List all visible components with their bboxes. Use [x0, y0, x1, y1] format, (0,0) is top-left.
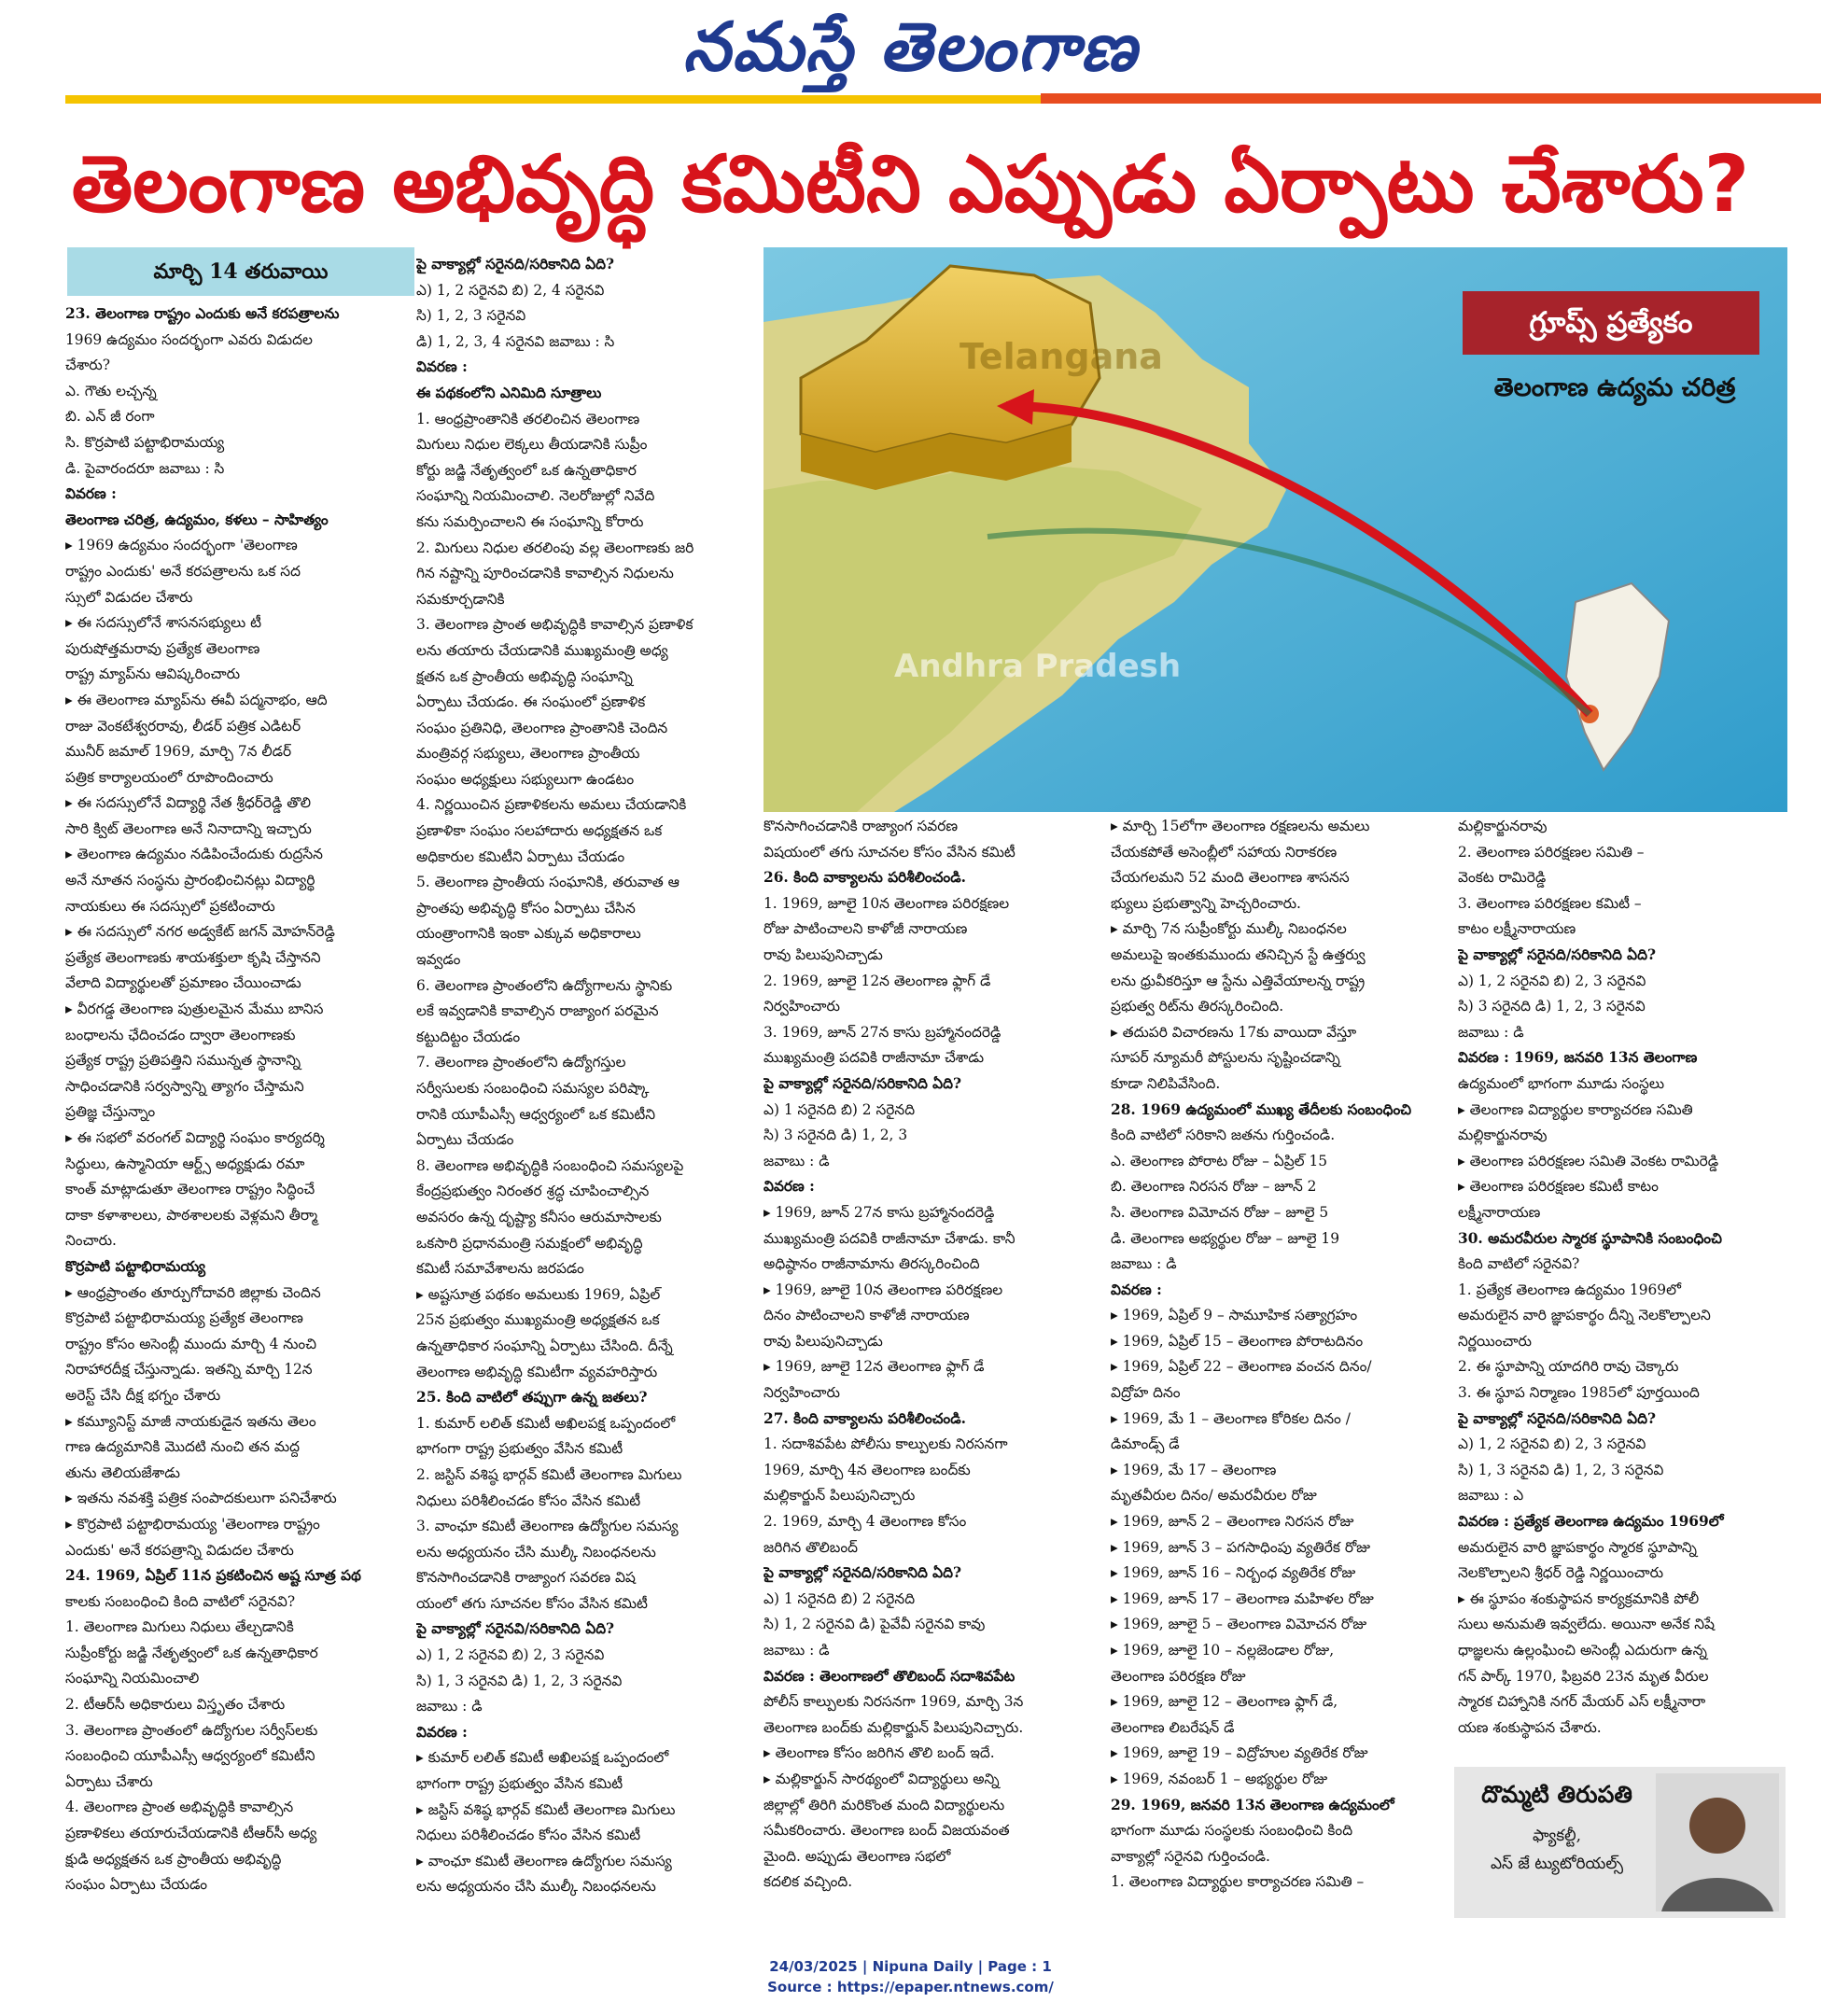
text-line: మంత్రివర్గ సభ్యులు, తెలంగాణ ప్రాంతీయ: [416, 745, 640, 763]
text-line: భాగంగా రాష్ట్ర ప్రభుత్వం వేసిన కమిటీ: [416, 1775, 623, 1793]
text-line: సులు అనుమతి ఇవ్వలేదు. అయినా అనేక నిషే: [1458, 1616, 1716, 1633]
text-line: ▸ ఈ తెలంగాణ మ్యాప్‌ను ఈవీ పద్మనాభం, ఆది: [65, 691, 328, 708]
text-line: రానికి యూపీఎస్సీ ఆధ్వర్యంలో ఒక కమిటీని: [416, 1105, 656, 1123]
text-line: ఎ) 1, 2 సరైనవి బి) 2, 3 సరైనవి: [1458, 972, 1646, 989]
text-line: 1. సదాశివపేట పోలీసు కాల్పులకు నిరసనగా: [763, 1435, 1008, 1453]
text-line: ▸ ఈ సదస్సులోనే విద్యార్థి నేత శ్రీధర్‌రెడ్డి తొలి: [65, 794, 312, 812]
text-line: కట్టుదిట్టం చేయడం: [416, 1028, 521, 1045]
text-line: వివరణ : తెలంగాణలో తొలిబంద్ సదాశివపేట: [763, 1667, 1016, 1685]
text-line: ▸ 1969, జూన్ 16 – నిర్బంధ వ్యతిరేక రోజు: [1111, 1564, 1356, 1582]
text-line: ▸ మల్లికార్జున్ సారథ్యంలో విద్యార్థులు అన్ని: [763, 1770, 1000, 1787]
author-role: [1464, 1822, 1650, 1878]
column-1: [65, 301, 413, 1898]
text-line: ▸ 1969, జూలై 10న తెలంగాణ పరిరక్షణల: [763, 1281, 1003, 1298]
text-line: పై వాక్యాల్లో సరైనది/సరికానిది ఏది?: [1458, 945, 1656, 963]
text-line: కింది వాటిలో సరైనవి?: [1458, 1255, 1580, 1273]
text-line: వివరణ :: [763, 1178, 815, 1196]
text-line: 29. 1969, జనవరి 13న తెలంగాణ ఉద్యమంలో: [1111, 1796, 1394, 1813]
text-line: ప్రణాళికా సంఘం సలహాదారు అధ్యక్షతన ఒక: [416, 822, 663, 840]
text-line: సి) 3 సరైనది డి) 1, 2, 3 సరైనవి: [1458, 998, 1646, 1015]
text-line: సమీకరించారు. తెలంగాణ బంద్ విజయవంత: [763, 1822, 1010, 1840]
text-line: 3. 1969, జూన్ 27న కాసు బ్రహ్మానందరెడ్డి: [763, 1023, 1002, 1041]
text-line: సిద్ధులు, ఉస్మానియా ఆర్ట్స్ అధ్యక్షుడు రమా: [65, 1155, 305, 1172]
text-line: 3. తెలంగాణ పరిరక్షణల కమిటీ –: [1458, 894, 1642, 912]
text-line: సి. తెలంగాణ విమోచన రోజు – జూలై 5: [1111, 1203, 1329, 1221]
text-line: 1969, మార్చి 4న తెలంగాణ బంద్‌కు: [763, 1461, 971, 1478]
text-line: మృతవీరుల దినం/ అమరవీరుల రోజు: [1111, 1487, 1317, 1505]
text-line: ▸ 1969, జూన్ 2 – తెలంగాణ నిరసన రోజు: [1111, 1513, 1354, 1531]
footer-source-line: Source : https://epaper.ntnews.com/: [767, 1979, 1054, 1995]
text-line: ▸ అష్టసూత్ర పథకం అమలుకు 1969, ఏప్రిల్: [416, 1285, 661, 1303]
text-line: ప్రతిజ్ఞ చేస్తున్నాం: [65, 1103, 156, 1121]
text-line: జవాబు : డి: [763, 1152, 830, 1169]
text-line: ఎ. తెలంగాణ పోరాట రోజు – ఏప్రిల్ 15: [1111, 1152, 1328, 1169]
text-line: భాగంగా మూడు సంస్థలకు సంబంధించి కింది: [1111, 1822, 1353, 1840]
text-line: ఉద్యమంలో భాగంగా మూడు సంస్థలు: [1458, 1074, 1665, 1092]
text-line: సంఘం ఏర్పాటు చేయడం: [65, 1876, 208, 1894]
text-line: సూపర్ న్యూమరీ పోస్టులను సృష్టించడాన్ని: [1111, 1049, 1340, 1067]
text-line: 1. ఆంధ్రప్రాంతానికి తరలించిన తెలంగాణ: [416, 410, 640, 427]
text-line: ▸ వాంఛూ కమిటీ తెలంగాణ ఉద్యోగుల సమస్య: [416, 1852, 672, 1869]
text-line: పత్రిక కార్యాలయంలో రూపొందించారు: [65, 768, 273, 786]
text-line: ఏర్పాటు చేయడం: [416, 1131, 514, 1149]
text-line: ఎ. గౌతు లచ్చన్న: [65, 382, 157, 399]
text-line: మల్లికార్జునరావు: [1458, 1127, 1548, 1144]
text-line: 1. తెలంగాణ మిగులు నిధులు తేల్చడానికి: [65, 1618, 294, 1636]
text-line: పోలీస్ కాల్పులకు నిరసనగా 1969, మార్చి 3న: [763, 1693, 1024, 1711]
badge-subtitle: తెలంగాణ ఉద్యమ చరిత్ర: [1493, 373, 1736, 402]
text-line: 8. తెలంగాణ అభివృద్ధికి సంబంధించి సమస్యలపై: [416, 1156, 684, 1174]
text-line: నెలకొల్పాలని శ్రీధర్ రెడ్డి నిర్ణయించారు: [1458, 1564, 1664, 1582]
text-line: రావు పిలుపునిచ్చాడు: [763, 945, 883, 963]
text-line: 2. ఈ స్థూపాన్ని యాదగిరి రావు చెక్కారు: [1458, 1358, 1679, 1376]
text-line: సర్వీసులకు సంబంధించి సమస్యల పరిష్కా: [416, 1080, 650, 1097]
text-line: సి) 3 సరైనది డి) 1, 2, 3: [763, 1127, 908, 1144]
text-line: పై వాక్యాల్లో సరైనది/సరికానిది ఏది?: [1458, 1409, 1656, 1427]
text-line: ▸ మార్చి 7న సుప్రీంకోర్టు ముల్కీ నిబంధనల: [1111, 920, 1347, 938]
text-line: ముఖ్యమంత్రి పదవికి రాజీనామా చేశాడు. కానీ: [763, 1229, 1016, 1247]
text-line: ▸ జస్టిస్ వశిష్ఠ భార్గవ్ కమిటీ తెలంగాణ మిగులు: [416, 1800, 676, 1818]
text-line: ప్రణాళికలు తయారుచేయడానికి టీఆర్‌సీ అధ్య: [65, 1825, 317, 1842]
text-line: గన్ పార్క్ 1970, ఫిబ్రవరి 23న మృత వీరుల: [1458, 1667, 1709, 1685]
text-line: పై వాక్యాల్లో సరైనది/సరికానిది ఏది?: [416, 256, 614, 273]
text-line: వివరణ :: [416, 1723, 468, 1741]
text-line: సి. కొర్రపాటి పట్టాభిరామయ్య: [65, 433, 225, 451]
text-line: 24. 1969, ఏప్రిల్ 11న ప్రకటించిన అష్ట సూత్ర పథ: [65, 1567, 361, 1585]
text-line: ▸ ఇతను నవశక్తి పత్రిక సంపాదకులుగా పనిచేశారు: [65, 1490, 337, 1507]
text-line: ▸ ఈ సదస్సులోనే శాసనసభ్యులు టీ: [65, 614, 261, 632]
text-line: స్మారక చిహ్నానికి నగర్ మేయర్ ఎస్ లక్ష్మీనారా: [1458, 1693, 1706, 1711]
text-line: ▸ 1969, జూన్ 27న కాసు బ్రహ్మానందరెడ్డి: [763, 1203, 995, 1221]
author-role-line2: ఎస్ జే ట్యుటోరియల్స్: [1490, 1855, 1624, 1873]
text-line: ఎ) 1, 2 సరైనవి బి) 2, 3 సరైనవి: [1458, 1435, 1646, 1453]
text-line: అరెస్ట్ చేసి దీక్ష భగ్నం చేశారు: [65, 1386, 221, 1404]
text-line: ▸ 1969, ఏప్రిల్ 15 – తెలంగాణ పోరాటదినం: [1111, 1332, 1364, 1350]
text-line: ▸ 1969, జూన్ 17 – తెలంగాణ మహిళల రోజు: [1111, 1589, 1374, 1607]
text-line: బి. ఎన్ జీ రంగా: [65, 408, 155, 426]
text-line: సుప్రీంకోర్టు జడ్జి నేతృత్వంలో ఒక ఉన్నతాధికార: [65, 1644, 318, 1661]
text-line: యంత్రాంగానికి ఇంకా ఎక్కువ అధికారాలు: [416, 925, 641, 943]
groups-special-badge: గ్రూప్స్ ప్రత్యేకం: [1463, 291, 1759, 355]
text-line: 27. కింది వాక్యాలను పరిశీలించండి.: [763, 1409, 966, 1427]
author-name: దొమ్మటి తిరుపతి: [1481, 1781, 1632, 1808]
map-label-andhra: Andhra Pradesh: [894, 648, 1182, 685]
text-line: కాలకు సంబంధించి కింది వాటిలో సరైనవి?: [65, 1592, 296, 1610]
text-line: ▸ 1969, జూలై 12న తెలంగాణ ఫ్లాగ్ డే: [763, 1358, 985, 1376]
text-line: బి. తెలంగాణ నిరసన రోజు – జూన్ 2: [1111, 1178, 1317, 1196]
text-line: ఒకసారి ప్రధానమంత్రి సమక్షంలో అభివృద్ధి: [416, 1234, 643, 1252]
masthead-logo: నమస్తే తెలంగాణ: [682, 7, 1139, 86]
author-avatar-icon: [1656, 1773, 1779, 1911]
text-line: సంఘాన్ని నియమించాలి: [65, 1670, 200, 1687]
text-line: వెంకట రామిరెడ్డి: [1458, 869, 1547, 887]
author-role-line1: ఫ్యాకల్టీ,: [1532, 1827, 1582, 1845]
text-line: ▸ తెలంగాణ ఉద్యమం నడిపించేందుకు రుద్రసేన: [65, 846, 323, 863]
headline: తెలంగాణ అభివృద్ధి కమిటీని ఎప్పుడు ఏర్పాటు చేశారు?: [71, 138, 1750, 230]
text-line: ▸ 1969, ఏప్రిల్ 22 – తెలంగాణ వంచన దినం/: [1111, 1358, 1372, 1376]
text-line: కొనసాగించడానికి రాజ్యాంగ సవరణ: [763, 818, 959, 834]
text-line: ▸ ఈ సభలో వరంగల్ విద్యార్థి సంఘం కార్యదర్శి: [65, 1129, 325, 1146]
text-line: మల్లికార్జునరావు: [1458, 818, 1548, 834]
text-line: నిర్వహించారు: [763, 998, 840, 1015]
text-line: ప్రాంతపు అభివృద్ధి కోసం ఏర్పాటు చేసిన: [416, 899, 636, 917]
text-line: సారి క్విట్ తెలంగాణ అనే నినాదాన్ని ఇచ్చారు: [65, 819, 312, 837]
text-line: ▸ తెలంగాణ పరిరక్షణల కమిటీ కాటం: [1458, 1178, 1659, 1196]
column-5: [1458, 814, 1786, 1741]
text-line: 2. 1969, మార్చి 4 తెలంగాణ కోసం: [763, 1513, 967, 1531]
text-line: తెలంగాణ లిబరేషన్ డే: [1111, 1718, 1235, 1736]
text-line: తెలంగాణ చరిత్ర, ఉద్యమం, కళలు – సాహిత్యం: [65, 511, 329, 528]
text-line: యంలో తగు సూచనల కోసం వేసిన కమిటీ: [416, 1594, 648, 1612]
text-line: లను తయారు చేయడానికి ముఖ్యమంత్రి అధ్య: [416, 641, 668, 659]
text-line: జవాబు : డి: [416, 1698, 483, 1715]
text-line: 25. కింది వాటిలో తప్పుగా ఉన్న జతలు?: [416, 1389, 648, 1407]
page-footer: [0, 1956, 1821, 1997]
text-line: డి) 1, 2, 3, 4 సరైనవి జవాబు : సి: [416, 332, 615, 350]
text-line: 1. కుమార్ లలిత్ కమిటీ అఖిలపక్ష ఒప్పందంలో: [416, 1414, 676, 1432]
text-line: సంబంధించి యూపీఎస్సీ ఆధ్వర్యంలో కమిటీని: [65, 1747, 315, 1765]
text-line: మైంది. అప్పుడు తెలంగాణ సభలో: [763, 1847, 951, 1865]
text-line: 5. తెలంగాణ ప్రాంతీయ సంఘానికి, తరువాత ఆ: [416, 874, 679, 891]
text-line: లక్ష్మీనారాయణ: [1458, 1203, 1541, 1221]
author-photo: [1656, 1773, 1779, 1911]
text-line: లను ధ్రువీకరిస్తూ ఆ స్టేను ఎత్తివేయాలన్న రాష్ట్ర: [1111, 972, 1366, 989]
text-line: ▸ మార్చి 15లోగా తెలంగాణ రక్షణలను అమలు: [1111, 818, 1370, 834]
text-line: గిన నష్టాన్ని పూరించడానికి కావాల్సిన నిధులను: [416, 565, 674, 582]
text-line: ఎ) 1 సరైనది బి) 2 సరైనది: [763, 1100, 916, 1118]
text-line: కను సమర్పించాలని ఈ సంఘాన్ని కోరారు: [416, 512, 644, 530]
text-line: నించారు.: [65, 1232, 117, 1250]
text-line: యణ శంకుస్థాపన చేశారు.: [1458, 1718, 1602, 1736]
text-line: నాయకులు ఈ సదస్సులో ప్రకటించారు: [65, 897, 275, 915]
text-line: 2. తెలంగాణ పరిరక్షణల సమితి –: [1458, 843, 1645, 861]
text-line: తును తెలియజేశాడు: [65, 1463, 180, 1481]
text-line: ▸ 1969, జూలై 5 – తెలంగాణ విమోచన రోజు: [1111, 1616, 1367, 1633]
text-line: ఈ పథకంలోని ఎనిమిది సూత్రాలు: [416, 384, 602, 401]
text-line: ఏర్పాటు చేయడం. ఈ సంఘంలో ప్రణాళిక: [416, 693, 646, 711]
text-line: చేశారు?: [65, 357, 110, 374]
text-line: 2. జస్టిస్ వశిష్ఠ భార్గవ్ కమిటీ తెలంగాణ మిగులు: [416, 1465, 682, 1483]
text-line: ▸ ఈ స్థూపం శంకుస్థాపన కార్యక్రమానికి పోలీ: [1458, 1589, 1700, 1607]
column-3: [763, 814, 1104, 1896]
text-line: ముఖ్యమంత్రి పదవికి రాజీనామా చేశాడు: [763, 1049, 985, 1067]
text-line: వివరణ : 1969, జనవరి 13న తెలంగాణ: [1458, 1049, 1698, 1067]
text-line: 28. 1969 ఉద్యమంలో ముఖ్య తేదీలకు సంబంధించి: [1111, 1100, 1412, 1118]
text-line: వివరణ :: [65, 485, 117, 503]
footer-date-line: 24/03/2025 | Nipuna Daily | Page : 1: [769, 1958, 1052, 1975]
text-line: సమకూర్చడానికి: [416, 590, 505, 608]
text-line: సంఘం అధ్యక్షులు సభ్యులుగా ఉండటం: [416, 770, 635, 788]
text-line: కూడా నిలిపివేసింది.: [1111, 1074, 1221, 1092]
text-line: భ్యులు ప్రభుత్వాన్ని హెచ్చరించారు.: [1111, 894, 1301, 912]
text-line: ▸ వీరగడ్డ తెలంగాణ పుత్రులమైన మేము బానిస: [65, 1001, 324, 1018]
text-line: అనే నూతన సంస్థను ప్రారంభించినట్లు విద్యార్థి: [65, 872, 315, 889]
text-line: జవాబు : ఎ: [1458, 1487, 1524, 1505]
text-line: రాష్ట్రం ఎందుకు' అనే కరపత్రాలను ఒక సద: [65, 562, 301, 580]
text-line: కొర్రపాటి పట్టాభిరామయ్య ప్రత్యేక తెలంగాణ: [65, 1309, 303, 1327]
text-line: తెలంగాణ బంద్‌కు మల్లికార్జున్ పిలుపునిచ్చారు.: [763, 1718, 1024, 1736]
text-line: నిధులు పరిశీలించడం కోసం వేసిన కమిటీ: [416, 1827, 641, 1844]
text-line: బంధాలను ఛేదించడం ద్వారా తెలంగాణకు: [65, 1026, 296, 1043]
column-2: [416, 252, 760, 1900]
text-line: సి) 1, 3 సరైనవి డి) 1, 2, 3 సరైనవి: [416, 1672, 623, 1689]
text-line: పై వాక్యాల్లో సరైనది/సరికానిది ఏది?: [763, 1564, 961, 1582]
text-line: 1. ప్రత్యేక తెలంగాణ ఉద్యమం 1969లో: [1458, 1281, 1681, 1298]
text-line: అధికారుల కమిటీని ఏర్పాటు చేయడం: [416, 847, 625, 865]
text-line: మల్లికార్జున్ పిలుపునిచ్చారు: [763, 1487, 916, 1505]
text-line: 3. తెలంగాణ ప్రాంతంలో ఉద్యోగుల సర్వీస్‌లకు: [65, 1721, 318, 1739]
text-line: పై వాక్యాల్లో సరైనది/సరికానిది ఏది?: [763, 1074, 961, 1092]
text-line: దాకా కళాశాలలు, పాఠశాలలకు వెళ్లమని తీర్మా: [65, 1206, 318, 1224]
text-line: వివరణ : ప్రత్యేక తెలంగాణ ఉద్యమం 1969లో: [1458, 1513, 1724, 1531]
text-line: రాష్ట్ర మ్యాప్‌ను ఆవిష్కరించారు: [65, 665, 241, 683]
text-line: అమరులైన వారి జ్ఞాపకార్థం స్మారక స్థూపాన్ని: [1458, 1538, 1697, 1556]
text-line: లను అధ్యయనం చేసి ముల్కీ నిబంధనలను: [416, 1878, 656, 1896]
text-line: డి. పైవారందరూ జవాబు : సి: [65, 459, 225, 477]
text-line: ఎ) 1, 2 సరైనవి బి) 2, 3 సరైనవి: [416, 1646, 605, 1664]
text-line: ▸ తదుపరి విచారణను 17కు వాయిదా వేస్తూ: [1111, 1023, 1357, 1041]
text-line: 26. కింది వాక్యాలను పరిశీలించండి.: [763, 869, 966, 887]
text-line: మిగులు నిధుల లెక్కలు తీయడానికి సుప్రీం: [416, 436, 648, 454]
text-line: లకే ఇవ్వడానికి కావాల్సిన రాజ్యాంగ పరమైన: [416, 1002, 659, 1020]
text-line: కాంత్ మాట్లాడుతూ తెలంగాణ రాష్ట్రం సిద్ధించే: [65, 1181, 315, 1198]
text-line: కేంద్రప్రభుత్వం నిరంతర శ్రద్ధ చూపించాల్సిన: [416, 1183, 650, 1200]
text-line: ధాజ్ఞలను ఉల్లంఘించి అసెంబ్లీ ఎదురుగా ఉన్న: [1458, 1642, 1707, 1659]
text-line: చేయకపోతే అసెంబ్లీలో సహాయ నిరాకరణ: [1111, 843, 1338, 861]
text-line: 4. తెలంగాణ ప్రాంత అభివృద్ధికి కావాల్సిన: [65, 1799, 294, 1816]
text-line: అమలుపై ఇంతకుముందు తనిచ్చిన స్టే ఉత్తర్వు: [1111, 945, 1366, 963]
text-line: ప్రత్యేక రాష్ట్ర ప్రతిపత్తిని సమున్నత స్థానాన్ని: [65, 1052, 301, 1070]
text-line: సాధించడానికి సర్వస్వాన్ని త్యాగం చేస్తామని: [65, 1077, 304, 1095]
text-line: జరిగిన తొలిబంద్: [763, 1538, 859, 1556]
text-line: పురుషోత్తమరావు ప్రత్యేక తెలంగాణ: [65, 639, 260, 657]
text-line: కదలిక వచ్చింది.: [763, 1873, 853, 1891]
text-line: అధిష్ఠానం రాజీనామాను తిరస్కరించింది: [763, 1255, 980, 1273]
text-line: జవాబు : డి: [1111, 1255, 1177, 1273]
text-line: సి) 1, 2, 3 సరైనవి: [416, 307, 526, 325]
text-line: 1969 ఉద్యమం సందర్భంగా ఎవరు విడుదల: [65, 330, 313, 348]
text-line: 1. తెలంగాణ విద్యార్థుల కార్యాచరణ సమితి –: [1111, 1873, 1365, 1891]
text-line: 30. అమరవీరుల స్మారక స్థూపానికి సంబంధించి: [1458, 1229, 1722, 1247]
text-line: నిర్ణయించారు: [1458, 1332, 1532, 1350]
text-line: ఎ) 1 సరైనది బి) 2 సరైనది: [763, 1589, 916, 1607]
text-line: ఎందుకు' అనే కరపత్రాన్ని విడుదల చేశారు: [65, 1541, 294, 1559]
text-line: క్షతన ఒక ప్రాంతీయ అభివృద్ధి సంఘాన్ని: [416, 667, 633, 685]
text-line: కాటం లక్ష్మీనారాయణ: [1458, 920, 1576, 938]
text-line: క్షుడి అధ్యక్షతన ఒక ప్రాంతీయ అభివృద్ధి: [65, 1850, 282, 1868]
text-line: ▸ 1969 ఉద్యమం సందర్భంగా 'తెలంగాణ: [65, 537, 298, 554]
text-line: మునీర్ జమాల్ 1969, మార్చి 7న లీడర్: [65, 743, 292, 761]
text-line: ఎ) 1, 2 సరైనవి బి) 2, 4 సరైనవి: [416, 281, 605, 299]
text-line: ▸ 1969, ఏప్రిల్ 9 – సామూహిక సత్యాగ్రహం: [1111, 1307, 1358, 1324]
text-line: డిమాండ్స్ డే: [1111, 1435, 1180, 1453]
text-line: నిరాహారదీక్ష చేస్తున్నాడు. ఇతన్ని మార్చి 12న: [65, 1361, 313, 1379]
text-line: పై వాక్యాల్లో సరైనవి/సరికానిది ఏది?: [416, 1620, 615, 1638]
text-line: చేయగలమని 52 మంది తెలంగాణ శాసనస: [1111, 869, 1350, 887]
continuation-subhead: మార్చి 14 తరువాయి: [67, 247, 414, 296]
text-line: జవాబు : డి: [763, 1642, 830, 1659]
text-line: తెలంగాణ పరిరక్షణ రోజు: [1111, 1667, 1246, 1685]
text-line: విషయంలో తగు సూచనల కోసం వేసిన కమిటీ: [763, 843, 1016, 861]
text-line: విద్రోహ దినం: [1111, 1384, 1181, 1402]
text-line: 2. 1969, జూలై 12న తెలంగాణ ఫ్లాగ్ డే: [763, 972, 991, 989]
text-line: ▸ తెలంగాణ విద్యార్థుల కార్యాచరణ సమితి: [1458, 1100, 1693, 1118]
text-line: నిధులు పరిశీలించడం కోసం వేసిన కమిటీ: [416, 1491, 641, 1509]
text-line: 7. తెలంగాణ ప్రాంతంలోని ఉద్యోగస్తుల: [416, 1054, 626, 1071]
text-line: రాజు వెంకటేశ్వరరావు, లీడర్ పత్రిక ఎడిటర్: [65, 717, 301, 735]
text-line: ▸ ఆంధ్రప్రాంతం తూర్పుగోదావరి జిల్లాకు చెందిన: [65, 1283, 321, 1301]
text-line: సి) 1, 3 సరైనవి డి) 1, 2, 3 సరైనవి: [1458, 1461, 1664, 1478]
text-line: వివరణ :: [1111, 1281, 1162, 1298]
text-line: రావు పిలుపునిచ్చాడు: [763, 1332, 883, 1350]
text-line: సంఘం ప్రతినిధి, తెలంగాణ ప్రాంతానికి చెందిన: [416, 719, 668, 736]
text-line: నిర్వహించారు: [763, 1384, 840, 1402]
text-line: కోర్టు జడ్జి నేతృత్వంలో ఒక ఉన్నతాధికార: [416, 461, 637, 479]
text-line: 3. ఈ స్థూప నిర్మాణం 1985లో పూర్తయింది: [1458, 1384, 1700, 1402]
text-line: ▸ 1969, జూలై 12 – తెలంగాణ ఫ్లాగ్ డే,: [1111, 1693, 1338, 1711]
red-rule: [1041, 93, 1821, 104]
text-line: అమరులైన వారి జ్ఞాపకార్థం దీన్ని నెలకొల్పాలని: [1458, 1307, 1711, 1324]
text-line: ఏర్పాటు చేశారు: [65, 1772, 153, 1790]
text-line: ▸ కుమార్ లలిత్ కమిటీ అఖిలపక్ష ఒప్పందంలో: [416, 1749, 669, 1767]
text-line: ▸ 1969, నవంబర్ 1 – అభ్యర్థుల రోజు: [1111, 1770, 1328, 1787]
text-line: ప్రత్యేక తెలంగాణకు శాయశక్తులా కృషి చేస్తానని: [65, 948, 321, 966]
text-line: 1. 1969, జూలై 10న తెలంగాణ పరిరక్షణల: [763, 894, 1010, 912]
text-line: వివరణ :: [416, 358, 468, 376]
text-line: జిల్లాల్లో తిరిగి మరికొంత మంది విద్యార్థులను: [763, 1796, 1005, 1813]
text-line: వేలాది విద్యార్థులతో ప్రమాణం చేయించాడు: [65, 974, 301, 992]
text-line: ▸ తెలంగాణ పరిరక్షణల సమితి వెంకట రామిరెడ్డి: [1458, 1152, 1719, 1169]
text-line: ▸ 1969, జూన్ 3 – పగసాధింపు వ్యతిరేక రోజు: [1111, 1538, 1371, 1556]
text-line: దినం పాటించాలని కాళోజీ నారాయణ: [763, 1307, 970, 1324]
text-line: లను అధ్యయనం చేసి ముల్కీ నిబంధనలను: [416, 1543, 656, 1561]
text-line: 25న ప్రభుత్వం ముఖ్యమంత్రి అధ్యక్షతన ఒక: [416, 1311, 660, 1329]
text-line: 6. తెలంగాణ ప్రాంతంలోని ఉద్యోగాలను స్థానికు: [416, 976, 673, 994]
text-line: రాష్ట్రం కోసం అసెంబ్లీ ముందు మార్చి 4 నుంచి: [65, 1335, 316, 1352]
text-line: జవాబు : డి: [1458, 1023, 1524, 1041]
text-line: ▸ ఈ సదస్సులో నగర అడ్వకేట్ జగన్ మోహన్‌రెడ్డి: [65, 923, 335, 941]
text-line: ▸ 1969, జూలై 10 – నల్లజెండాల రోజు,: [1111, 1642, 1335, 1659]
text-line: ▸ 1969, జూలై 19 – విద్రోహుల వ్యతిరేక రోజు: [1111, 1744, 1368, 1762]
text-line: ▸ 1969, మే 17 – తెలంగాణ: [1111, 1461, 1277, 1478]
text-line: 3. వాంఛూ కమిటీ తెలంగాణ ఉద్యోగుల సమస్య: [416, 1518, 679, 1535]
text-line: 2. మిగులు నిధుల తరలింపు వల్ల తెలంగాణకు జరి: [416, 539, 694, 556]
text-line: 3. తెలంగాణ ప్రాంత అభివృద్ధికి కావాల్సిన ప్రణాళిక: [416, 616, 693, 634]
text-line: 4. నిర్ణయించిన ప్రణాళికలను అమలు చేయడానికి: [416, 796, 687, 814]
text-line: ప్రభుత్వ రిట్‌ను తిరస్కరించింది.: [1111, 998, 1284, 1015]
text-line: రోజు పాటించాలని కాళోజీ నారాయణ: [763, 920, 968, 938]
text-line: స్సులో విడుదల చేశారు: [65, 588, 193, 606]
text-line: ▸ కొర్రపాటి పట్టాభిరామయ్య 'తెలంగాణ రాష్ట్రం: [65, 1515, 320, 1533]
text-line: ఉన్నతాధికార సంఘాన్ని ఏర్పాటు చేసింది. దీన్నే: [416, 1337, 673, 1354]
text-line: అవసరం ఉన్న దృష్ట్యా కనీసం ఆరుమాసాలకు: [416, 1208, 662, 1225]
text-line: భాగంగా రాష్ట్ర ప్రభుత్వం వేసిన కమిటీ: [416, 1440, 623, 1458]
column-4: [1111, 814, 1451, 1896]
text-line: 23. తెలంగాణ రాష్ట్రం ఎందుకు అనే కరపత్రాలను: [65, 305, 340, 322]
text-line: ఇవ్వడం: [416, 951, 461, 969]
text-line: సంఘాన్ని నియమించాలి. నెలరోజుల్లో నివేది: [416, 487, 655, 505]
text-line: ▸ కమ్యూనిస్ట్ మాజీ నాయకుడైన ఇతను తెలం: [65, 1412, 316, 1430]
text-line: ▸ తెలంగాణ కోసం జరిగిన తొలి బంద్ ఇదే.: [763, 1744, 995, 1762]
text-line: సి) 1, 2 సరైనవి డి) పైవేవీ సరైనవి కావు: [763, 1616, 986, 1633]
text-line: కమిటీ సమావేశాలను జరపడం: [416, 1260, 584, 1278]
text-line: కొర్రపాటి పట్టాభిరామయ్య: [65, 1257, 206, 1275]
text-line: కొనసాగించడానికి రాజ్యాంగ సవరణ విష: [416, 1569, 636, 1587]
text-line: వాక్యాల్లో సరైనవి గుర్తించండి.: [1111, 1847, 1270, 1865]
text-line: గాణ ఉద్యమానికి మొదటి నుంచి తన మద్ద: [65, 1438, 301, 1456]
text-line: కింది వాటిలో సరికాని జతను గుర్తించండి.: [1111, 1127, 1336, 1144]
text-line: ▸ 1969, మే 1 – తెలంగాణ కోరికల దినం /: [1111, 1409, 1351, 1427]
text-line: డి. తెలంగాణ అభ్యర్థుల రోజు – జూలై 19: [1111, 1229, 1339, 1247]
map-label-telangana: Telangana: [960, 336, 1163, 377]
text-line: 2. టీఆర్‌సీ అధికారులు విస్తృతం చేశారు: [65, 1696, 286, 1714]
text-line: తెలంగాణ అభివృద్ధి కమిటీగా వ్యవహరిస్తారు: [416, 1363, 658, 1380]
